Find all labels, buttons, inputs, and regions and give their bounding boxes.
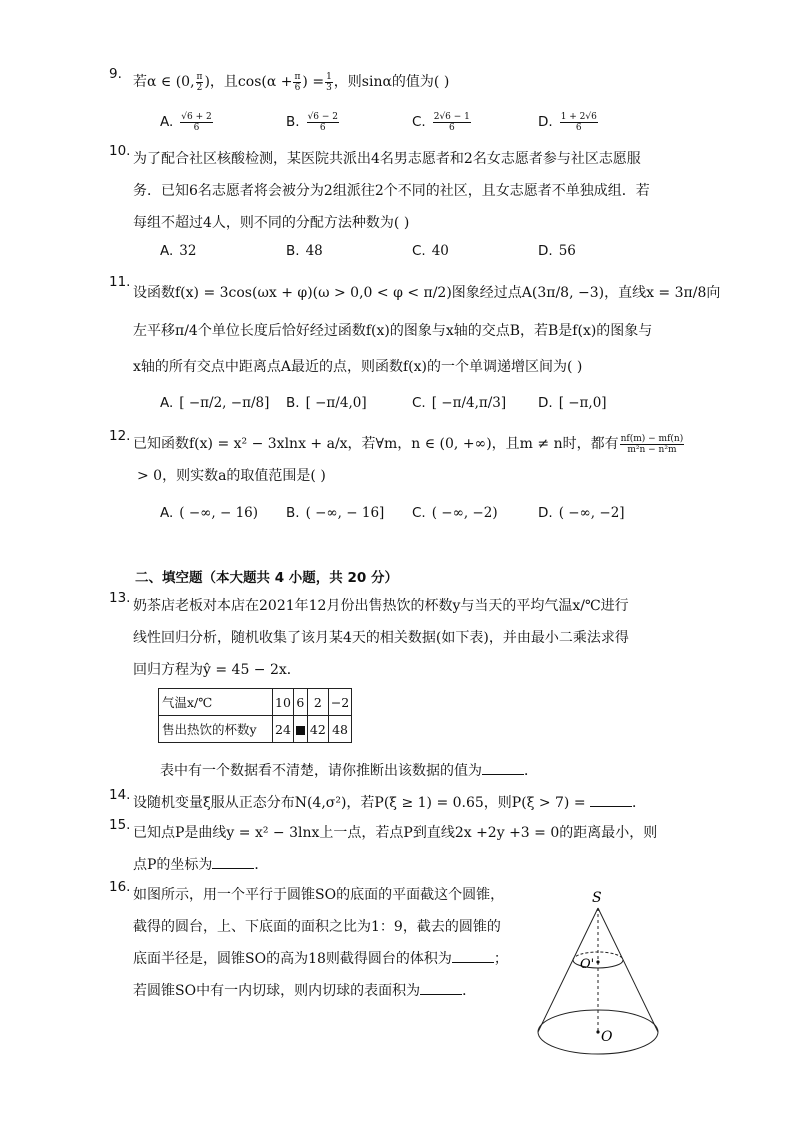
stem-line: x轴的所有交点中距离点A最近的点，则函数f(x)的一个单调递增区间为( ) xyxy=(133,359,583,375)
stem-line xyxy=(160,755,690,787)
frac-den: 3 xyxy=(326,82,332,93)
stem-text: 若圆锥SO中有一内切球，则内切球的表面积为 xyxy=(133,983,421,999)
option-label: D. xyxy=(538,505,553,521)
option-label: B. xyxy=(286,505,300,521)
frac-num: √6 − 2 xyxy=(307,112,339,122)
table-row xyxy=(159,689,352,716)
question-11 xyxy=(109,274,721,384)
table-cell-obscured xyxy=(293,716,307,743)
fraction xyxy=(325,72,333,93)
fraction xyxy=(433,112,471,133)
fraction xyxy=(560,112,598,133)
option-label: B. xyxy=(286,395,300,411)
question-number: 9. xyxy=(109,66,122,82)
frac-den: 6 xyxy=(575,123,582,133)
answer-blank[interactable] xyxy=(212,856,254,869)
option-a[interactable] xyxy=(160,505,258,521)
option-label: A. xyxy=(160,505,174,521)
stem-text: ． xyxy=(632,795,647,811)
q13-prompt xyxy=(160,755,690,787)
option-a[interactable] xyxy=(160,395,269,411)
option-label: B. xyxy=(286,243,300,259)
fraction xyxy=(620,434,685,455)
table-header-cell: 售出热饮的杯数y xyxy=(159,716,273,743)
option-label: C. xyxy=(412,243,426,259)
frac-den: 2 xyxy=(196,82,203,93)
question-15 xyxy=(109,817,663,881)
stem-line xyxy=(133,428,684,460)
stem-line xyxy=(133,849,663,881)
option-text: ( −∞, − 16) xyxy=(179,505,259,521)
table-cell: 10 xyxy=(273,689,294,716)
fraction xyxy=(180,112,212,133)
frac-num: √6 + 2 xyxy=(181,112,212,122)
stem-text: ． xyxy=(462,983,477,999)
base-label: O xyxy=(601,1029,613,1045)
option-d[interactable] xyxy=(538,112,599,133)
option-c[interactable] xyxy=(412,505,498,521)
section-title: 二、填空题（本大题共 4 小题，共 20 分） xyxy=(135,570,398,586)
option-text: [ −π/2, −π/8] xyxy=(179,395,270,411)
option-text: 40 xyxy=(431,243,449,259)
data-table xyxy=(158,688,352,743)
stem-line: 回归方程为ŷ = 45 − 2x． xyxy=(133,662,301,678)
answer-blank[interactable] xyxy=(482,762,524,775)
mid-label: O' xyxy=(580,957,595,972)
cone-figure xyxy=(530,880,680,1060)
frac-den: 6 xyxy=(448,123,455,133)
obscured-square-icon xyxy=(296,726,305,735)
question-number: 15. xyxy=(109,817,131,833)
question-stem xyxy=(133,66,663,98)
option-label: D. xyxy=(538,243,553,259)
option-b[interactable] xyxy=(286,505,384,521)
option-label: C. xyxy=(412,114,426,130)
option-d[interactable] xyxy=(538,243,576,259)
option-label: D. xyxy=(538,114,553,130)
answer-blank[interactable] xyxy=(590,794,632,807)
option-text: 32 xyxy=(179,243,197,259)
frac-num: π xyxy=(196,71,203,82)
options-q12 xyxy=(160,505,680,531)
option-text: 56 xyxy=(558,243,576,259)
stem-text: 设随机变量ξ服从正态分布N(4,σ²)，若P(ξ ≥ 1) = 0.65，则P(ξ > 7) = xyxy=(133,795,586,811)
answer-blank[interactable] xyxy=(420,982,462,995)
base-center-point xyxy=(596,1030,599,1033)
stem-text: ． xyxy=(524,763,538,779)
frac-num: nf(m) − mf(n) xyxy=(620,433,684,444)
option-text: ( −∞, −2) xyxy=(431,505,498,521)
question-13 xyxy=(109,590,663,686)
option-label: A. xyxy=(160,395,174,411)
answer-blank[interactable] xyxy=(452,950,494,963)
stem-line: 线性回归分析，随机收集了该月某4天的相关数据(如下表)，并由最小二乘法求得 xyxy=(133,630,629,646)
frac-num: 2√6 − 1 xyxy=(433,112,470,122)
option-b[interactable] xyxy=(286,395,367,411)
stem-line: 每组不超过4人，则不同的分配方法种数为( ) xyxy=(133,215,410,231)
table-cell: 6 xyxy=(293,689,307,716)
option-label: B. xyxy=(286,114,300,130)
stem-text: ，则sinα的值为( ) xyxy=(333,74,450,90)
question-9 xyxy=(109,66,663,98)
stem-text: 表中有一个数据看不清楚，请你推断出该数据的值为 xyxy=(160,763,482,779)
question-number: 11. xyxy=(109,274,131,290)
option-text: ( −∞, − 16] xyxy=(305,505,385,521)
stem-line: 如图所示，用一个平行于圆锥SO的底面的平面截这个圆锥， xyxy=(133,887,505,903)
option-text: 48 xyxy=(305,243,323,259)
option-b[interactable] xyxy=(286,112,340,133)
option-d[interactable] xyxy=(538,505,625,521)
frac-num: π xyxy=(294,71,301,82)
stem-text: ) = xyxy=(302,74,325,90)
frac-den: 6 xyxy=(319,123,326,133)
question-10 xyxy=(109,143,663,239)
stem-text: ； xyxy=(493,951,508,967)
fraction xyxy=(307,112,339,133)
frac-den: 6 xyxy=(193,123,200,133)
option-label: D. xyxy=(538,395,553,411)
option-c[interactable] xyxy=(412,395,506,411)
table-header-cell: 气温x/℃ xyxy=(159,689,273,716)
stem-text: )，且cos(α + xyxy=(204,74,293,90)
option-c[interactable] xyxy=(412,112,472,133)
question-number: 12. xyxy=(109,428,131,444)
mid-point xyxy=(596,960,599,963)
option-text: [ −π/4,0] xyxy=(305,395,367,411)
option-a[interactable] xyxy=(160,243,196,259)
option-a[interactable] xyxy=(160,112,214,133)
apex-label: S xyxy=(592,890,602,906)
cone-right-edge xyxy=(598,908,658,1032)
stem-line xyxy=(133,943,533,975)
option-c[interactable] xyxy=(412,243,449,259)
stem-line: 务．已知6名志愿者将会被分为2组派往2个不同的社区，且女志愿者不单独成组．若 xyxy=(133,183,650,199)
question-number: 13. xyxy=(109,590,131,606)
option-label: A. xyxy=(160,114,174,130)
stem-line: 已知点P是曲线y = x² − 3lnx上一点，若点P到直线2x +2y +3 = 0的距离最小，则 xyxy=(133,825,658,841)
options-q10 xyxy=(160,243,680,269)
option-text: [ −π/4,π/3] xyxy=(431,395,507,411)
stem-line: 设函数f(x) = 3cos(ωx + φ)(ω > 0,0 < φ < π/2)图象经过点A(3π/8, −3)，直线x = 3π/8向 xyxy=(133,285,721,301)
option-label: C. xyxy=(412,505,426,521)
stem-line: 截得的圆台，上、下底面的面积之比为1：9，截去的圆锥的 xyxy=(133,919,501,935)
option-b[interactable] xyxy=(286,243,323,259)
stem-line: 为了配合社区核酸检测，某医院共派出4名男志愿者和2名女志愿者参与社区志愿服 xyxy=(133,151,641,167)
frac-den: m²n − n²m xyxy=(627,444,677,455)
option-d[interactable] xyxy=(538,395,607,411)
fraction xyxy=(196,72,204,93)
option-label: C. xyxy=(412,395,426,411)
stem-line: 左平移π/4个单位长度后恰好经过函数f(x)的图象与x轴的交点B，若B是f(x)的图象与 xyxy=(133,323,653,339)
stem-line xyxy=(133,975,533,1007)
option-text: ( −∞, −2] xyxy=(558,505,625,521)
table-row xyxy=(159,716,352,743)
options-q11 xyxy=(160,395,680,421)
options-q9 xyxy=(160,112,680,138)
stem-line: 奶茶店老板对本店在2021年12月份出售热饮的杯数y与当天的平均气温x/℃进行 xyxy=(133,598,629,614)
question-16 xyxy=(109,879,533,1007)
frac-num: 1 xyxy=(326,71,332,82)
stem-text: ． xyxy=(254,857,269,873)
stem-text: 底面半径是，圆锥SO的高为18则截得圆台的体积为 xyxy=(133,951,452,967)
table-cell: 2 xyxy=(307,689,328,716)
table-cell: 42 xyxy=(307,716,328,743)
fraction xyxy=(293,72,301,93)
frac-den: 6 xyxy=(294,82,301,93)
table-cell: 48 xyxy=(328,716,351,743)
stem-text: 若α ∈ (0, xyxy=(133,74,195,90)
table-cell: 24 xyxy=(273,716,294,743)
question-number: 16. xyxy=(109,879,131,895)
table-cell: −2 xyxy=(328,689,351,716)
stem-line: > 0，则实数a的取值范围是( ) xyxy=(137,468,326,484)
stem-line xyxy=(133,787,663,819)
option-label: A. xyxy=(160,243,174,259)
question-number: 14. xyxy=(109,787,131,803)
question-number: 10. xyxy=(109,143,131,159)
stem-text: 已知函数f(x) = x² − 3xlnx + a/x，若∀m，n ∈ (0, +∞)，且m ≠ n时，都有 xyxy=(133,436,619,452)
frac-num: 1 + 2√6 xyxy=(560,112,597,122)
stem-text: 点P的坐标为 xyxy=(133,857,213,873)
question-14 xyxy=(109,787,663,819)
question-12 xyxy=(109,428,684,492)
option-text: [ −π,0] xyxy=(558,395,607,411)
